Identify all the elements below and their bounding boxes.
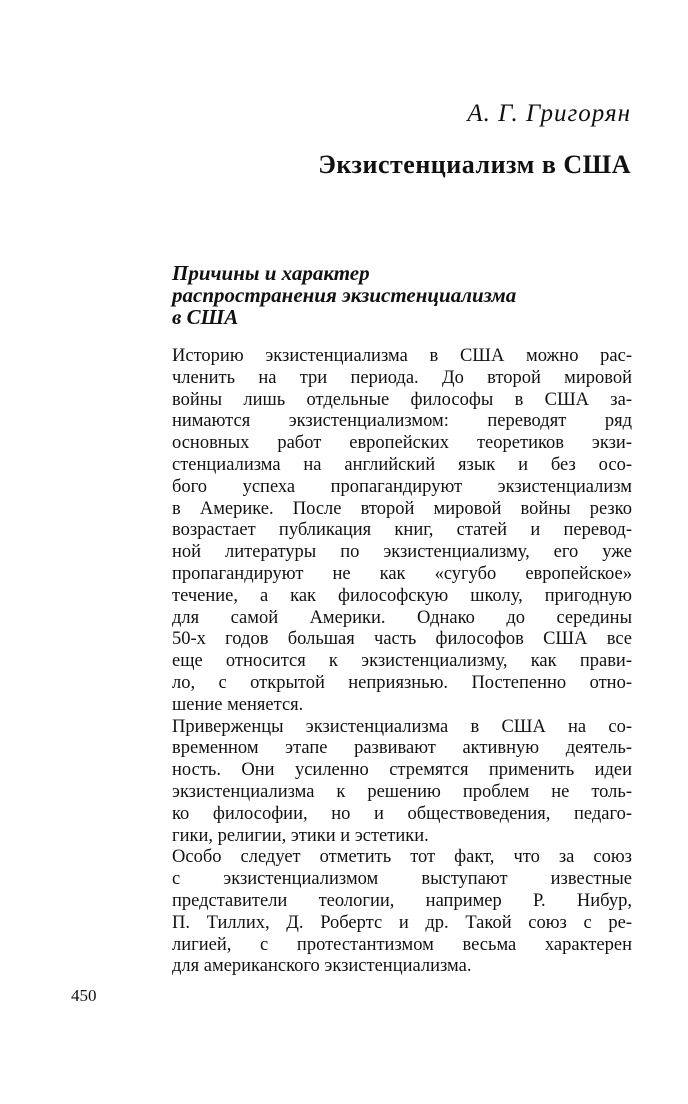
text-line: еще относится к экзистенциализму, как прави- xyxy=(172,651,632,672)
text-line: основных работ европейских теоретиков экзи- xyxy=(172,433,632,454)
text-line: в Америке. После второй мировой войны резко xyxy=(172,498,632,519)
text-line: бого успеха пропагандируют экзистенциализм xyxy=(172,476,632,497)
text-line: ко философии, но и обществоведения, педаго- xyxy=(172,803,632,824)
text-line: представители теологии, например Р. Нибур, xyxy=(172,890,632,911)
chapter-title: Экзистенциализм в США xyxy=(318,150,631,179)
paragraph xyxy=(172,346,632,717)
text-line: для самой Америки. Однако до середины xyxy=(172,607,632,628)
paragraph xyxy=(172,847,632,978)
text-line: стенциализма на английский язык и без осо- xyxy=(172,454,632,475)
text-line: экзистенциализма к решению проблем не толь- xyxy=(172,781,632,802)
body-text xyxy=(172,346,632,978)
text-line: ло, с открытой неприязнью. Постепенно отно- xyxy=(172,672,632,693)
text-line: членить на три периода. До второй мировой xyxy=(172,367,632,388)
text-line: Особо следует отметить тот факт, что за союз xyxy=(172,847,632,868)
text-line: возрастает публикация книг, статей и перевод- xyxy=(172,520,632,541)
text-line: П. Тиллих, Д. Робертс и др. Такой союз с ре- xyxy=(172,912,632,933)
text-line: 50-х годов большая часть философов США все xyxy=(172,629,632,650)
text-line: гики, религии, этики и эстетики. xyxy=(172,825,429,846)
text-line: временном этапе развивают активную деятель- xyxy=(172,738,632,759)
text-line: шение меняется. xyxy=(172,694,304,715)
section-heading xyxy=(172,262,632,328)
text-line: пропагандируют не как «сугубо европейское» xyxy=(172,563,632,584)
section-heading-line: Причины и характер xyxy=(172,261,370,285)
text-line: для американского экзистенциализма. xyxy=(172,956,472,977)
paragraph xyxy=(172,717,632,848)
text-line: ной литературы по экзистенциализму, его уже xyxy=(172,542,632,563)
text-line: лигией, с протестантизмом весьма характерен xyxy=(172,934,632,955)
text-line: Приверженцы экзистенциализма в США на со- xyxy=(172,716,632,737)
text-line: ность. Они усиленно стремятся применить идеи xyxy=(172,760,632,781)
text-line: Историю экзистенциализма в США можно рас- xyxy=(172,346,632,366)
text-line: войны лишь отдельные философы в США за- xyxy=(172,389,632,410)
section-heading-line: распространения экзистенциализма xyxy=(172,283,517,307)
text-line: течение, а как философскую школу, пригодную xyxy=(172,585,632,606)
text-line: с экзистенциализмом выступают известные xyxy=(172,869,632,890)
section-heading-line: в США xyxy=(172,305,239,329)
author-name: А. Г. Григорян xyxy=(467,100,631,127)
page-number: 450 xyxy=(71,986,97,1005)
text-line: нимаются экзистенциализмом: переводят ряд xyxy=(172,411,632,432)
